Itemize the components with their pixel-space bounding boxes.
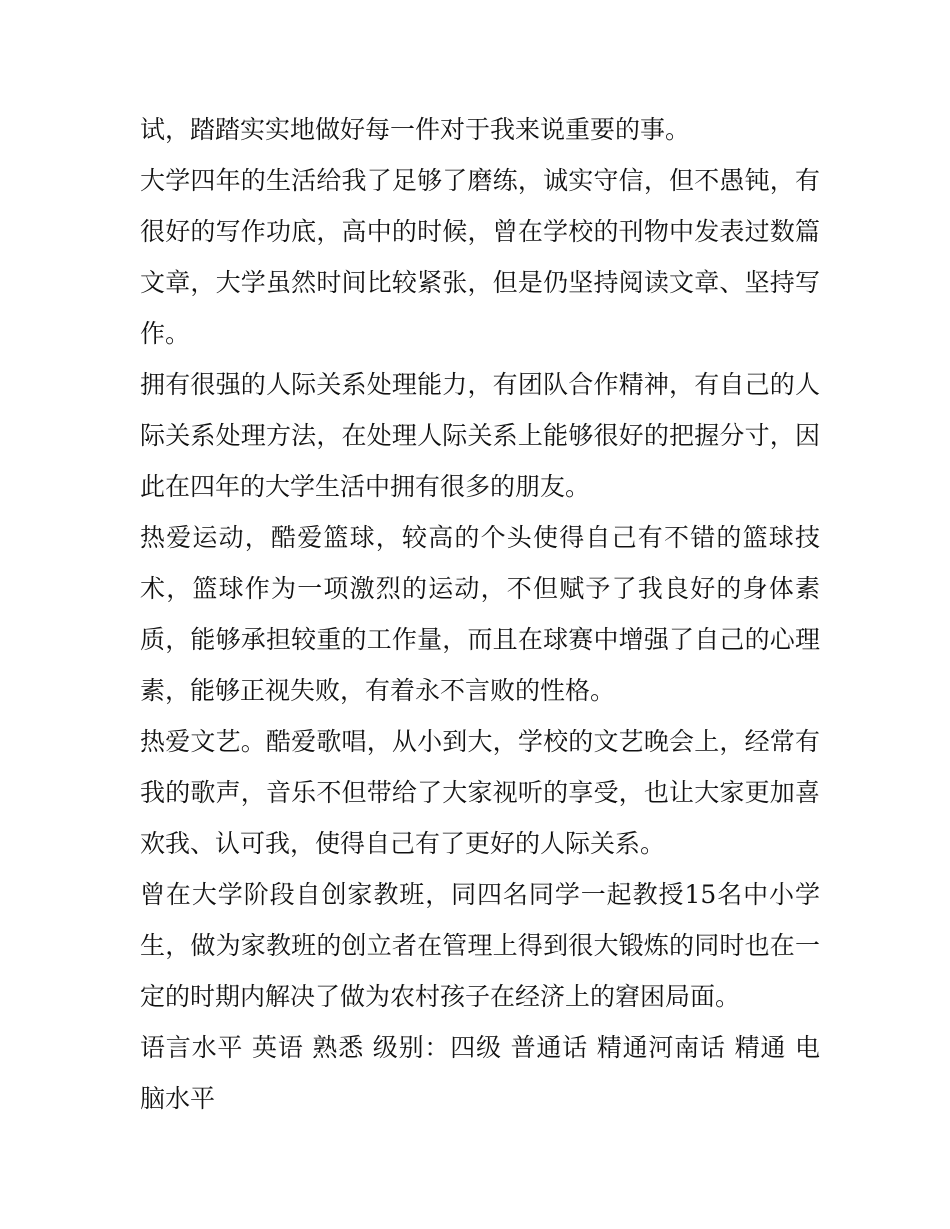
paragraph-interpersonal-skills: 拥有很强的人际关系处理能力，有团队合作精神，有自己的人际关系处理方法，在处理人际关系上能够很好的把握分寸，因此在四年的大学生活中拥有很多的朋友。 [140,370,820,501]
paragraph-continuation: 试，踏踏实实地做好每一件对于我来说重要的事。 [140,115,691,144]
paragraph-language-level: 语言水平 英语 熟悉 级别：四级 普通话 精通河南话 精通 电脑水平 [140,1033,820,1113]
paragraph-sports: 热爱运动，酷爱篮球，较高的个头使得自己有不错的篮球技术，篮球作为一项激烈的运动，不但赋予了我良好的身体素质，能够承担较重的工作量，而且在球赛中增强了自己的心理素，能够正视失败，有着永不言败的性格。 [140,523,820,705]
paragraph-tutoring: 曾在大学阶段自创家教班，同四名同学一起教授15名中小学生，做为家教班的创立者在管理上得到很大锻炼的同时也在一定的时期内解决了做为农村孩子在经济上的窘困局面。 [140,880,820,1011]
paragraph-arts: 热爱文艺。酷爱歌唱，从小到大，学校的文艺晚会上，经常有我的歌声，音乐不但带给了大家视听的享受，也让大家更加喜欢我、认可我，使得自己有了更好的人际关系。 [140,727,820,858]
document-body [140,104,820,1124]
paragraph-university-life: 大学四年的生活给我了足够了磨练，诚实守信，但不愚钝，有很好的写作功底，高中的时候，曾在学校的刊物中发表过数篇文章，大学虽然时间比较紧张，但是仍坚持阅读文章、坚持写作。 [140,166,820,348]
